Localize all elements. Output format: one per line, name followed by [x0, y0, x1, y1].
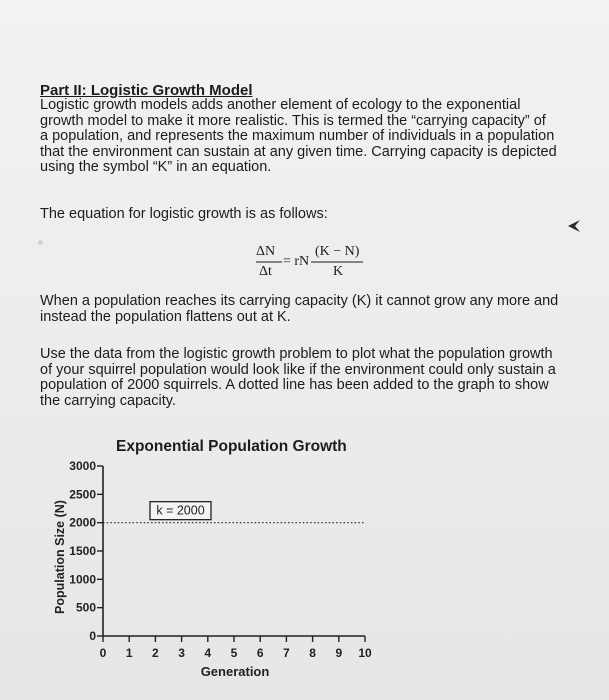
x-tick-label: 6	[256, 646, 264, 660]
equation-lhs-numerator: ΔN	[256, 244, 276, 259]
text-line: the carrying capacity.	[40, 392, 176, 409]
x-tick-label: 3	[178, 646, 185, 660]
x-tick-label: 2	[152, 646, 159, 660]
x-tick-label: 5	[230, 646, 238, 660]
text-line: using the symbol “K” in an equation.	[40, 159, 272, 176]
x-tick-label: 4	[204, 646, 212, 660]
x-tick-label: 9	[335, 646, 343, 660]
text-line: instead the population flattens out at K.	[40, 308, 291, 325]
y-tick-label: 1000	[69, 572, 96, 587]
section-heading: Part II: Logistic Growth Model	[40, 82, 253, 99]
text-line: Logistic growth models adds another element of ecology to the exponential	[40, 97, 521, 113]
carrying-capacity-label: k = 2000	[156, 503, 205, 518]
y-tick-label: 2500	[69, 487, 96, 502]
x-tick-label: 7	[283, 646, 290, 660]
text-line: Use the data from the logistic growth problem to plot what the population growth	[40, 346, 553, 362]
text-line: population of 2000 squirrels. A dotted line has been added to the graph to show	[40, 377, 549, 394]
x-tick-label: 0	[99, 646, 107, 660]
y-axis-title: Population Size (N)	[53, 500, 67, 614]
text-line: growth model to make it more realistic. This is termed the “carrying capacity” of	[40, 112, 546, 129]
y-tick-label: 3000	[69, 459, 96, 473]
text-line: of your squirrel population would look like if the environment could only sustain a	[40, 361, 556, 378]
equation-rhs-numerator: (K − N)	[315, 244, 360, 259]
x-tick-label: 10	[358, 646, 372, 660]
chart-title: Exponential Population Growth	[116, 438, 347, 455]
y-tick-label: 1500	[69, 544, 96, 558]
y-tick-label: 500	[75, 600, 96, 615]
equation-middle: = rN	[283, 254, 310, 269]
x-tick-label: 8	[309, 646, 316, 660]
y-tick-label: 2000	[69, 515, 96, 530]
equation-lhs-denominator: Δt	[259, 264, 272, 279]
text-line: a population, and represents the maximum number of individuals in a population	[40, 128, 555, 145]
x-axis-title: Generation	[200, 664, 270, 679]
x-tick-label: 1	[125, 646, 133, 660]
equation-rhs-denominator: K	[333, 264, 344, 279]
text-line: that the environment can sustain at any given time. Carrying capacity is depicted	[40, 143, 557, 160]
equation-intro: The equation for logistic growth is as follows:	[40, 206, 328, 222]
text-line: When a population reaches its carrying capacity (K) it cannot grow any more and	[40, 293, 559, 309]
y-tick-label: 0	[89, 629, 96, 643]
